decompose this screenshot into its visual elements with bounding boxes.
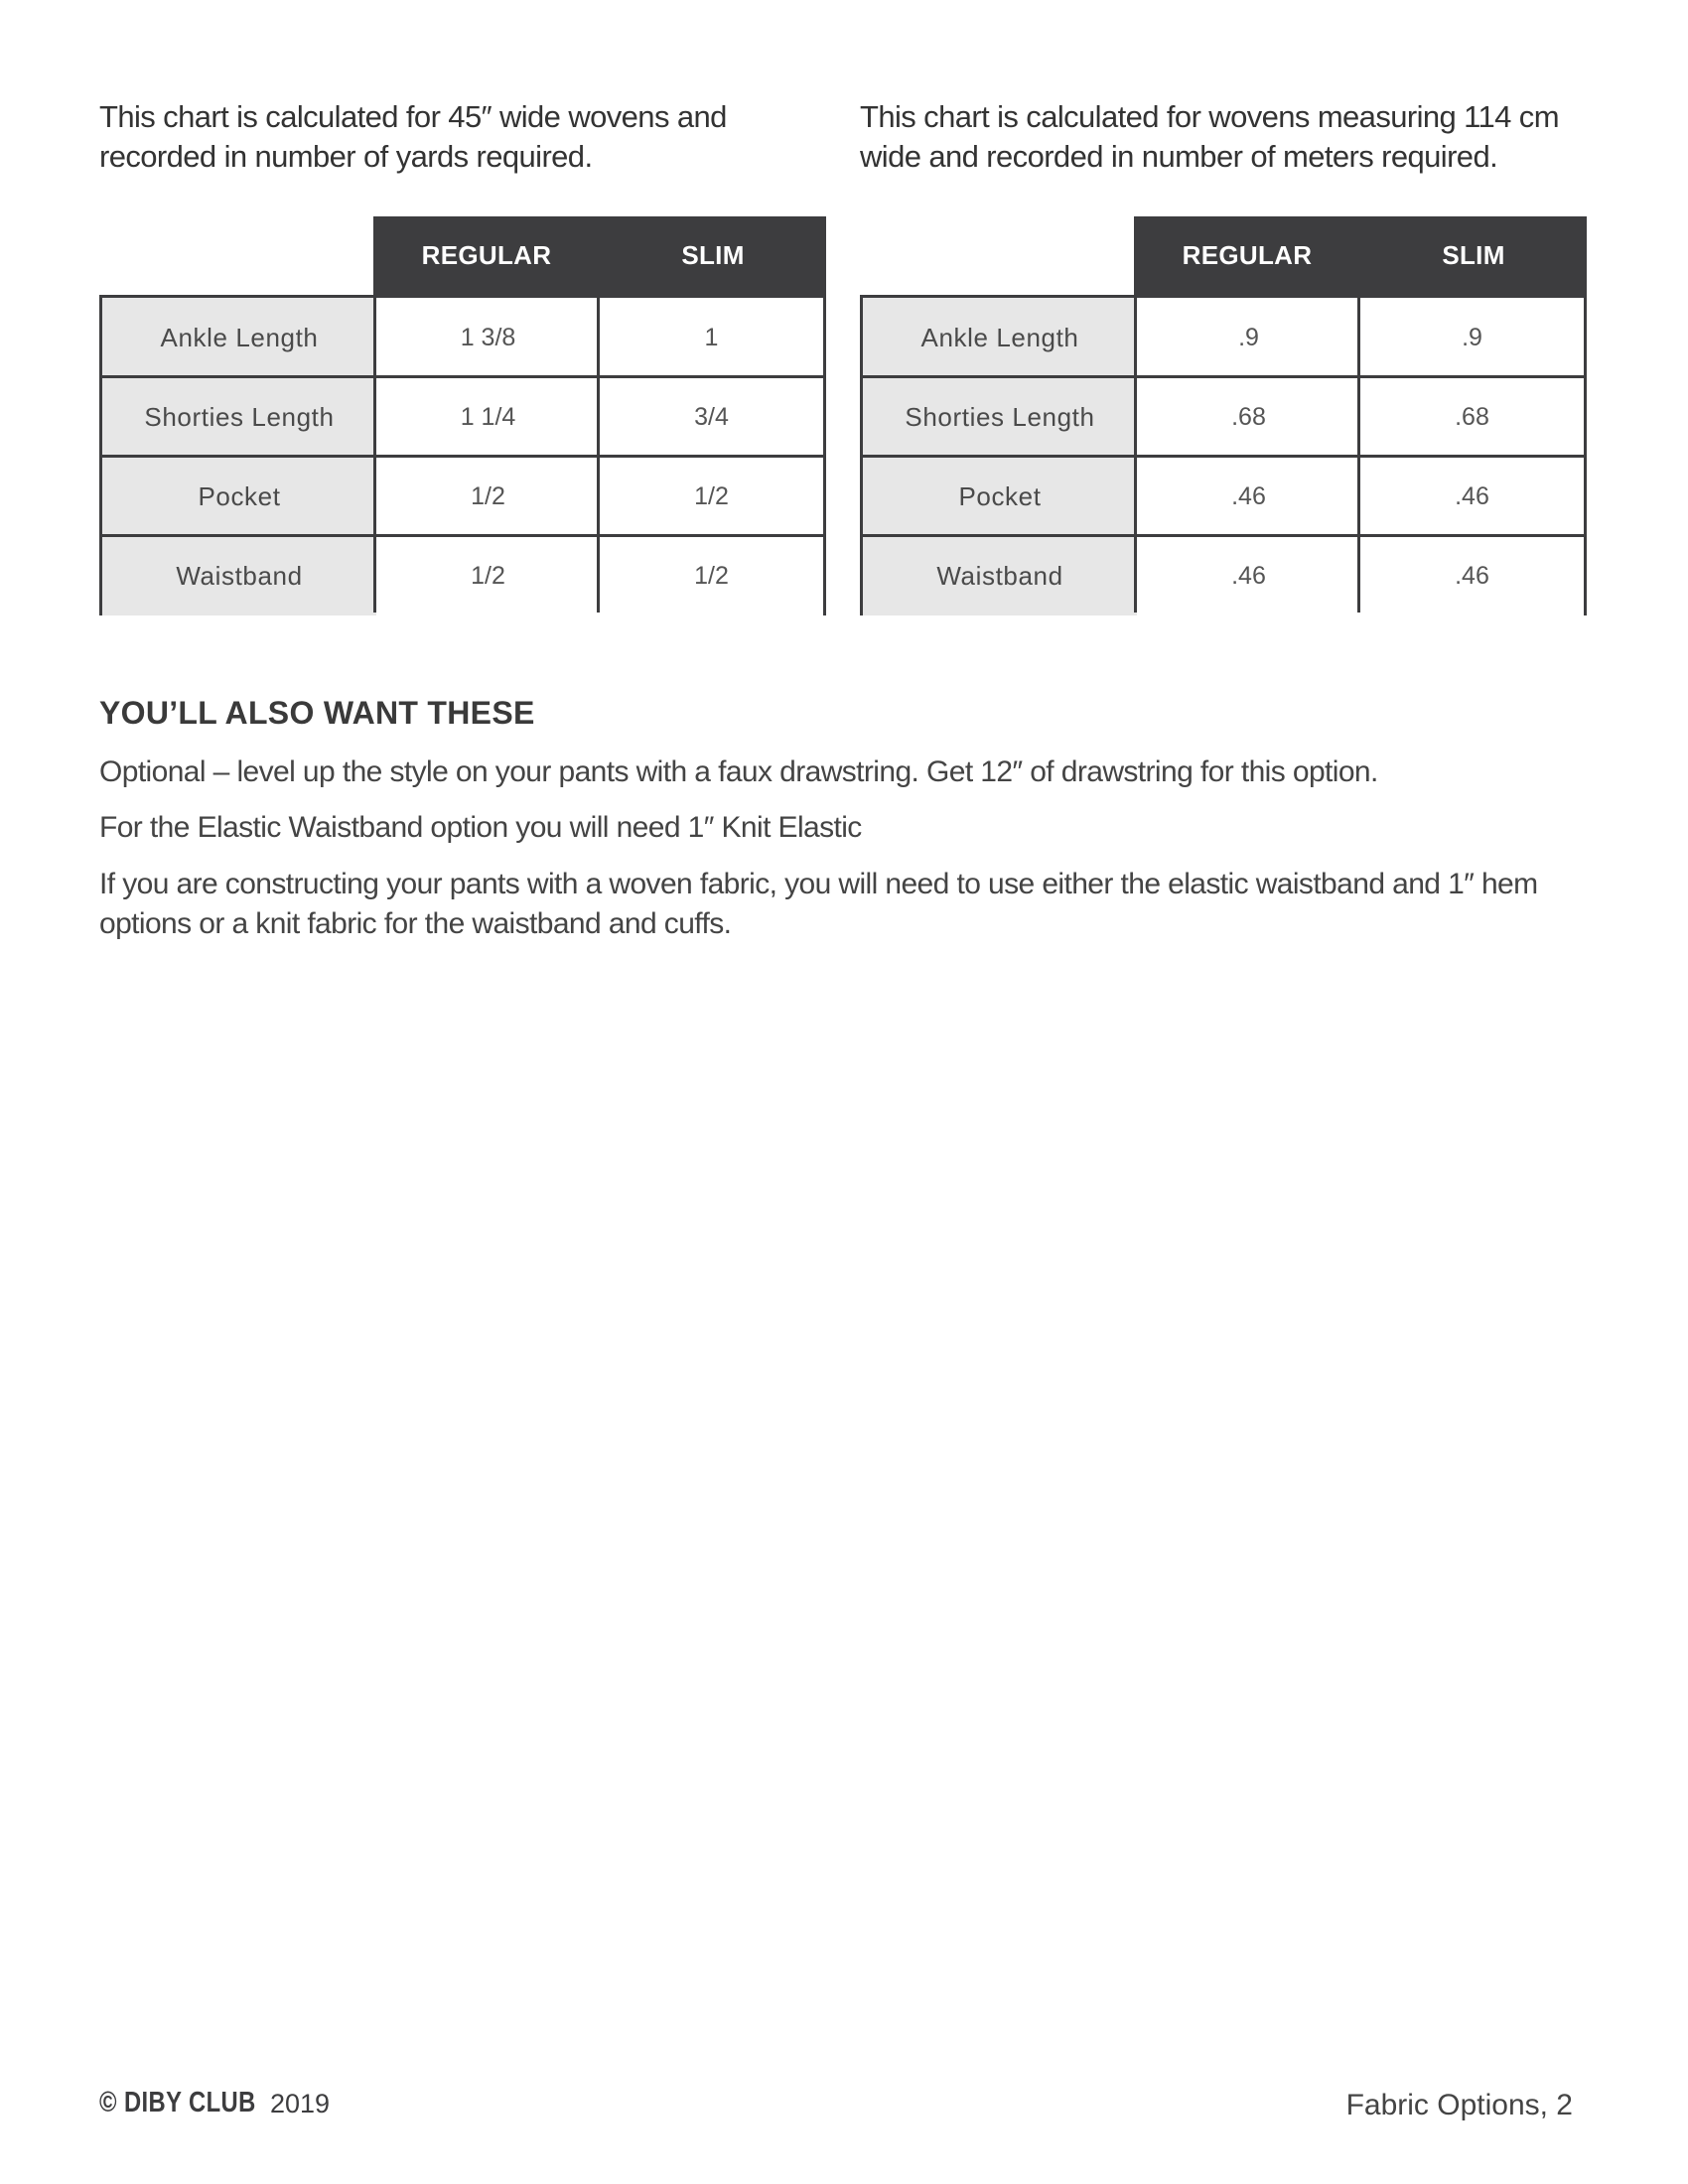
regular-value: .46 [1137,536,1360,615]
table-row [102,298,823,377]
row-divider [102,534,823,537]
regular-value: 1 1/4 [376,377,600,457]
regular-value: .68 [1137,377,1360,457]
column-divider [1134,298,1137,613]
copyright-year: 2019 [270,2089,331,2118]
row-label: Pocket [863,457,1137,536]
section-title: YOU’LL ALSO WANT THESE [99,695,535,731]
table-row [102,377,823,457]
table-header [373,216,826,295]
column-divider [373,298,376,613]
row-label: Pocket [102,457,376,536]
table-body [99,295,826,615]
row-label: Shorties Length [102,377,376,457]
header-slim: SLIM [681,240,745,270]
row-divider [102,455,823,458]
paragraph-drawstring: Optional – level up the style on your pants with a faux drawstring. Get 12″ of drawstring for this option. [99,755,1378,788]
regular-value: .9 [1137,298,1360,377]
table-body [860,295,1587,615]
column-divider [597,298,600,613]
column-divider [1357,298,1360,613]
slim-value: .46 [1360,536,1584,615]
table-row [102,536,823,615]
regular-value: 1 3/8 [376,298,600,377]
row-label: Ankle Length [102,298,376,377]
slim-value: .68 [1360,377,1584,457]
table-row [863,298,1584,377]
header-regular: REGULAR [1182,240,1313,270]
paragraph-elastic: For the Elastic Waistband option you will need 1″ Knit Elastic [99,811,862,844]
table-row [863,377,1584,457]
table-row [863,536,1584,615]
slim-value: .46 [1360,457,1584,536]
regular-value: .46 [1137,457,1360,536]
paragraph-woven: If you are constructing your pants with a woven fabric, you will need to use either the elastic waistband and 1″ hem options or a knit fabric for the waistband and cuffs. [99,868,1538,940]
slim-value: 1/2 [600,536,823,615]
intro-meters: This chart is calculated for wovens measuring 114 cm wide and recorded in number of meters required. [860,99,1559,174]
brand-logo: © DIBY CLUB [99,2087,256,2118]
row-divider [102,375,823,378]
row-divider [863,534,1584,537]
row-label: Waistband [102,536,376,615]
row-label: Ankle Length [863,298,1137,377]
table-header [1134,216,1587,295]
table-row [102,457,823,536]
slim-value: .9 [1360,298,1584,377]
slim-value: 1/2 [600,457,823,536]
row-divider [863,455,1584,458]
row-divider [863,375,1584,378]
meterage-table [860,216,1587,615]
slim-value: 1 [600,298,823,377]
yardage-table [99,216,826,615]
row-label: Shorties Length [863,377,1137,457]
row-label: Waistband [863,536,1137,615]
intro-yards: This chart is calculated for 45″ wide wovens and recorded in number of yards required. [99,99,727,174]
regular-value: 1/2 [376,457,600,536]
header-regular: REGULAR [421,240,552,270]
table-row [863,457,1584,536]
regular-value: 1/2 [376,536,600,615]
slim-value: 3/4 [600,377,823,457]
header-slim: SLIM [1442,240,1505,270]
page-label: Fabric Options, 2 [1345,2089,1573,2121]
